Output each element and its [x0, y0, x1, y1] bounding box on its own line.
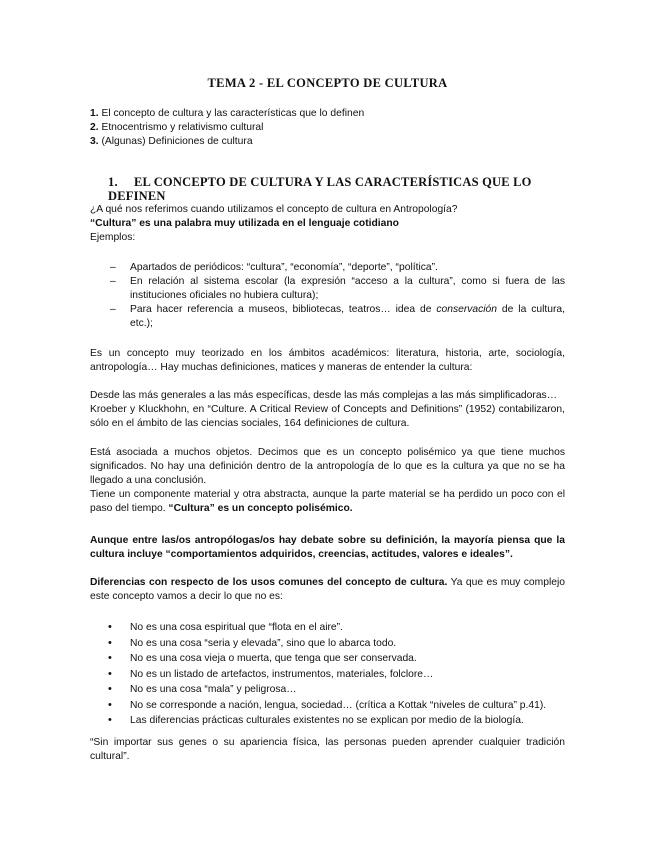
list-item-text: Las diferencias prácticas culturales existentes no se explican por medio de la biología. — [130, 715, 524, 726]
list-item-text: No es una cosa “mala” y peligrosa… — [130, 684, 297, 695]
toc-text: Etnocentrismo y relativismo cultural — [98, 122, 264, 133]
list-item — [90, 682, 565, 698]
list-item-text: En relación al sistema escolar (la expresión “acceso a la cultura”, como si fuera de las instituciones oficiales no hubiera cultura); — [130, 276, 565, 301]
bullet-icon: • — [108, 698, 112, 711]
document-title: TEMA 2 - EL CONCEPTO DE CULTURA — [207, 76, 448, 90]
toc-item — [90, 121, 364, 135]
dash-marker: – — [110, 304, 116, 315]
toc-text: El concepto de cultura y las características que lo definen — [98, 108, 365, 119]
paragraph-line — [90, 488, 565, 516]
list-item-text: No es una cosa vieja o muerta, que tenga que ser conservada. — [130, 653, 417, 664]
bold-text: “Cultura” es un concepto polisémico. — [168, 503, 353, 514]
list-item — [90, 303, 565, 331]
list-item — [90, 667, 565, 683]
examples-list — [90, 261, 565, 331]
list-item-text: No es una cosa espiritual que “flota en el aire”. — [130, 622, 343, 633]
section-heading — [108, 175, 578, 203]
section-title: EL CONCEPTO DE CULTURA Y LAS CARACTERÍSTICAS QUE LO DEFINEN — [108, 175, 532, 203]
paragraph-line: Desde las más generales a las más específicas, desde las más complejas a las más simplificadoras… — [90, 390, 557, 401]
paragraph-text: Ya que es muy complejo este concepto vamos a decir lo que no es: — [90, 577, 565, 602]
toc-number: 1. — [90, 108, 99, 119]
list-item-text: Apartados de periódicos: “cultura”, “economía”, “deporte”, “política”. — [130, 262, 438, 273]
italic-term: conservación — [436, 304, 498, 315]
toc-item — [90, 107, 364, 121]
quote-paragraph: “Sin importar sus genes o su apariencia física, las personas pueden aprender cualquier tradición cultural”. — [90, 737, 565, 762]
table-of-contents — [90, 107, 364, 149]
list-item — [90, 713, 565, 729]
paragraph: Es un concepto muy teorizado en los ámbitos académicos: literatura, historia, arte, sociología, antropología… Hay muchas definiciones, matices y maneras de entender la cultura: — [90, 348, 565, 373]
toc-number: 2. — [90, 122, 99, 133]
intro-block — [90, 203, 565, 245]
bullet-icon: • — [108, 683, 112, 695]
list-item — [90, 636, 565, 652]
examples-label: Ejemplos: — [90, 232, 136, 243]
list-item — [90, 261, 565, 275]
list-item — [90, 698, 565, 714]
list-item-text: de la cultura, etc.); — [130, 304, 565, 329]
toc-item — [90, 135, 364, 149]
paragraph — [90, 389, 565, 431]
toc-number: 3. — [90, 136, 99, 147]
bold-paragraph: Aunque entre las/os antropólogas/os hay debate sobre su definición, la mayoría piensa que la cultura incluye “comportamientos adquiridos, creencias, actitudes, valores e ideales”. — [90, 535, 565, 560]
list-item-text: No es una cosa “seria y elevada”, sino que lo abarca todo. — [130, 637, 397, 649]
toc-text: (Algunas) Definiciones de cultura — [98, 136, 253, 147]
paragraph-text: Tiene un componente material y otra abstracta, aunque la parte material se ha perdido un poco con el paso del tiempo. — [90, 489, 565, 514]
paragraph — [90, 446, 565, 516]
list-item — [90, 620, 565, 636]
list-item — [90, 651, 565, 667]
paragraph — [90, 576, 565, 604]
bullet-icon: • — [108, 667, 112, 680]
list-item-text: No se corresponde a nación, lengua, sociedad… (crítica a Kottak “niveles de cultura” p.41). — [130, 699, 547, 711]
not-list — [90, 620, 565, 729]
bullet-icon: • — [108, 714, 112, 726]
list-item-text: Para hacer referencia a museos, bibliotecas, teatros… idea de — [130, 304, 437, 315]
bullet-icon: • — [108, 652, 112, 664]
bullet-icon: • — [108, 636, 112, 649]
paragraph-line: Está asociada a muchos objetos. Decimos que es un concepto polisémico ya que tiene muchos significados. No hay una definición dentro de la antropología de lo que es la cultura ya que no se ha llegado a una conclusión. — [90, 447, 565, 486]
paragraph-line: Kroeber y Kluckhohn, en “Culture. A Critical Review of Concepts and Definitions” (1952) contabilizaron, sólo en el ámbito de las ciencias sociales, 164 definiciones de cultura. — [90, 404, 565, 429]
dash-marker: – — [110, 262, 116, 273]
section-number: 1. — [108, 175, 118, 189]
list-item — [90, 275, 565, 303]
bullet-icon: • — [108, 621, 112, 633]
intro-question: ¿A qué nos referimos cuando utilizamos el concepto de cultura en Antropología? — [90, 204, 458, 215]
bold-text: Diferencias con respecto de los usos comunes del concepto de cultura. — [90, 577, 448, 588]
dash-marker: – — [110, 276, 116, 287]
intro-bold-line: “Cultura” es una palabra muy utilizada en el lenguaje cotidiano — [90, 218, 399, 229]
list-item-text: No es un listado de artefactos, instrumentos, materiales, folclore… — [130, 668, 434, 680]
